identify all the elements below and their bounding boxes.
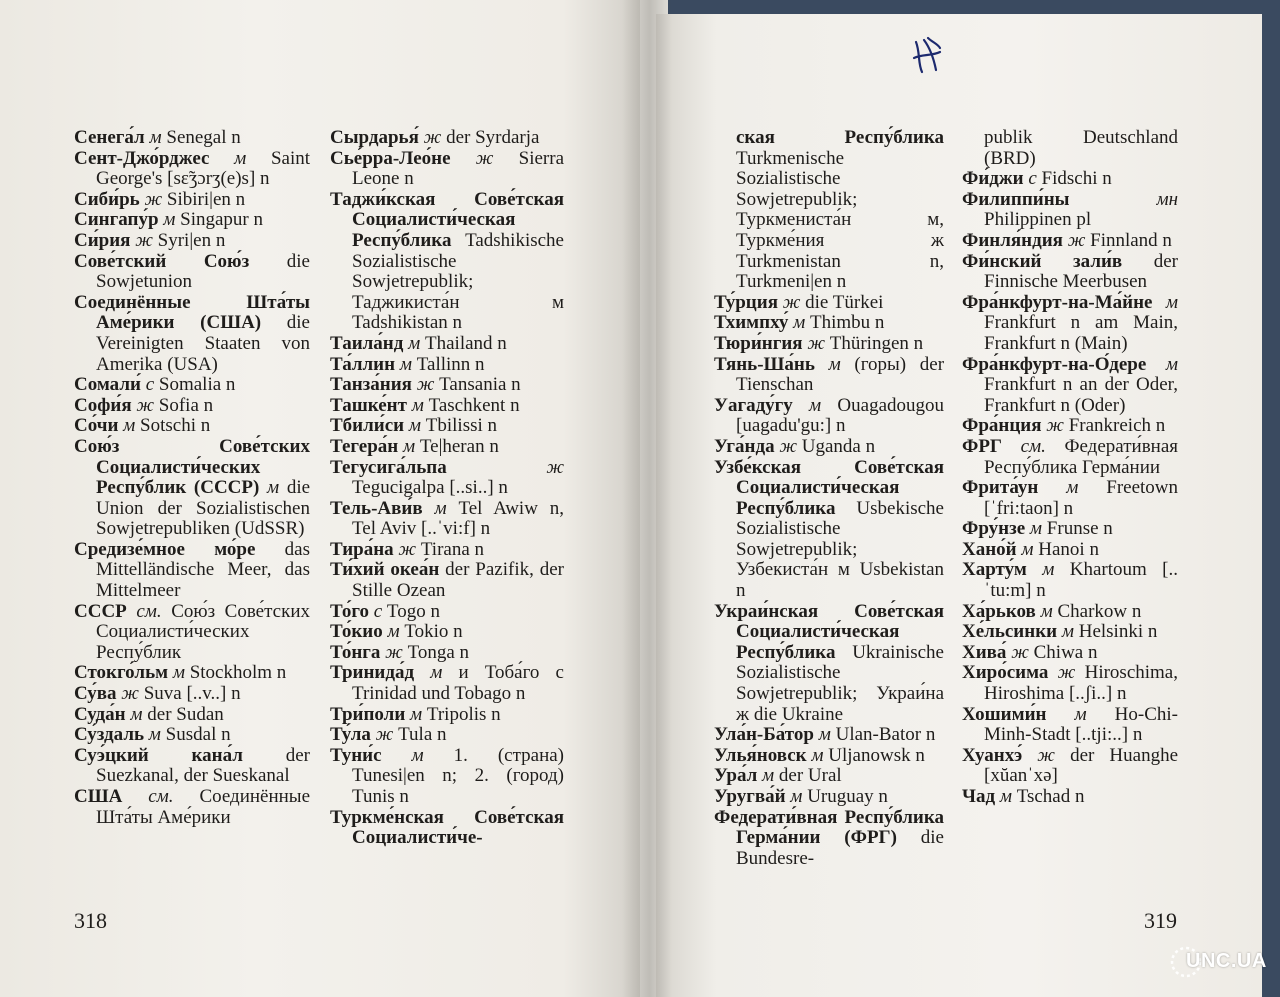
grammar-label: ж	[135, 229, 153, 251]
grammar-label: м	[818, 724, 831, 746]
grammar-label: м	[1021, 538, 1034, 560]
dictionary-entry	[962, 602, 1178, 623]
translation: Sierra Leone n	[352, 147, 565, 190]
headword: Хуанхэ́	[962, 744, 1023, 766]
headword: Сенега́л	[74, 127, 145, 148]
translation: Thüringen n	[829, 332, 924, 354]
translation: der Sudan	[147, 703, 224, 725]
grammar-label: м	[408, 332, 421, 354]
headword: Су́ва	[74, 683, 117, 705]
translation: die Union der Sozialistischen Sowjetrepubliken (UdSSR)	[96, 477, 311, 540]
translation: der Huanghe [xŭanˈxə]	[984, 744, 1179, 787]
grammar-label: м	[387, 621, 400, 643]
grammar-label: м	[793, 312, 806, 334]
grammar-label: м	[1074, 703, 1087, 725]
dictionary-entry	[74, 416, 310, 437]
headword: Хе́льсинки	[962, 621, 1058, 643]
grammar-label: м	[1040, 600, 1053, 622]
translation: Saint George's [sɛ̃ʒɔrʒ(e)s] n	[96, 147, 310, 190]
translation: Tirana n	[420, 538, 485, 560]
headword: Хошими́н	[962, 703, 1047, 725]
grammar-label: м	[163, 209, 176, 231]
dictionary-entry	[330, 334, 564, 355]
grammar-label: м	[399, 353, 412, 375]
grammar-label: ж	[144, 188, 163, 210]
headword: Фи́нский зали́в	[962, 250, 1123, 272]
dictionary-entry	[74, 540, 310, 602]
translation: publik Deutschland (BRD)	[984, 127, 1178, 169]
dictionary-entry	[962, 293, 1178, 355]
grammar-label: м	[1165, 291, 1178, 313]
headword: СССР	[74, 600, 127, 622]
grammar-label: см.	[1020, 435, 1046, 457]
translation: 1. (страна) Tunesi|en n; 2. (город) Tunis n	[352, 744, 565, 807]
grammar-label: м	[148, 724, 161, 746]
grammar-label: м	[123, 415, 136, 437]
translation: Hiroschima, Hiroshima [..ʃi..] n	[984, 662, 1178, 705]
grammar-label: ж	[375, 724, 394, 746]
translation: Ukrainische Sozialistische Sowjetrepublik; Украи́на ж die Ukraine	[736, 641, 944, 725]
dictionary-entry	[74, 149, 310, 190]
dictionary-entry	[962, 746, 1178, 787]
headword: Федерати́вная Респу́блика Герма́нии (ФРГ)	[714, 806, 944, 849]
dictionary-entry	[74, 396, 310, 417]
headword: Тхимпху́	[714, 312, 789, 334]
dictionary-entry	[962, 663, 1178, 704]
translation: die Türkei	[805, 291, 884, 313]
headword: Туни́с	[330, 744, 382, 766]
dictionary-entry	[714, 458, 944, 602]
headword: Фи́джи	[962, 168, 1024, 190]
translation: и Тоба́го с Trinidad und Tobago n	[352, 662, 564, 705]
translation: Frankfurt n an der Oder, Frankfurt n (Oder)	[984, 374, 1178, 416]
translation: Сою́з Сове́тских Социалисти́ческих Респу́блик	[96, 600, 310, 663]
dictionary-entry	[74, 663, 310, 684]
translation: Tripolis n	[426, 703, 501, 725]
headword: Со́чи	[74, 415, 119, 437]
grammar-label: ж	[423, 127, 442, 148]
grammar-label: м	[149, 127, 162, 148]
grammar-label: м	[434, 497, 447, 519]
headword: Уга́нда	[714, 435, 775, 457]
watermark-text: UNC.UA	[1186, 950, 1267, 972]
dictionary-entry	[962, 437, 1178, 478]
headword: Сою́з Сове́тских Социалисти́ческих Респу́блик (СССР)	[74, 435, 310, 499]
headword: Сове́тский Сою́з	[74, 250, 250, 272]
dictionary-entry	[962, 416, 1178, 437]
translation: Ho-Chi-Minh-Stadt [..tji:..] n	[984, 703, 1178, 746]
translation: Tschad n	[1016, 786, 1085, 807]
dictionary-entry	[330, 416, 564, 437]
headword: Фру́нзе	[962, 518, 1026, 540]
grammar-label: м	[790, 786, 803, 807]
grammar-label: ж	[782, 291, 801, 313]
grammar-label: м	[1165, 353, 1178, 375]
translation: Singapur n	[180, 209, 264, 231]
dictionary-entry	[330, 190, 564, 334]
headword: Три́поли	[330, 703, 406, 725]
translation: Chiwa n	[1033, 641, 1098, 663]
right-page-column-2	[962, 128, 1178, 808]
handwritten-ink-mark-icon	[910, 34, 944, 76]
dictionary-entry	[714, 437, 944, 458]
translation: Frankreich n	[1068, 415, 1166, 437]
grammar-label: м	[411, 394, 424, 416]
dictionary-entry	[714, 746, 944, 767]
grammar-label: м	[828, 353, 841, 375]
dictionary-entry	[962, 540, 1178, 561]
dictionary-entry	[330, 128, 564, 149]
translation: Sofia n	[158, 394, 214, 416]
grammar-label: ж	[1011, 641, 1029, 663]
translation: Sotschi n	[140, 415, 211, 437]
translation: Helsinki n	[1078, 621, 1158, 643]
dictionary-entry	[330, 725, 564, 746]
grammar-label: ж	[779, 435, 798, 457]
grammar-label: с	[1028, 168, 1037, 190]
dictionary-entry	[330, 622, 564, 643]
headword: Ту́ла	[330, 724, 371, 746]
dictionary-entry	[74, 725, 310, 746]
headword: ская Респу́блика	[736, 127, 944, 148]
translation: Susdal n	[165, 724, 231, 746]
headword: Уагаду́гу	[714, 394, 793, 416]
headword: То́го	[330, 600, 369, 622]
grammar-label: ж	[1046, 415, 1064, 437]
translation: Turkmenische Sozialistische Sowjetrepublik; Туркмениста́н м, Туркме́ния ж Turkmenistan n, Turkmeni|en n	[736, 147, 944, 293]
dictionary-entry	[74, 787, 310, 828]
dictionary-entry	[962, 128, 1178, 169]
dictionary-entry	[962, 622, 1178, 643]
headword: Хано́й	[962, 538, 1017, 560]
dictionary-entry	[962, 643, 1178, 664]
dictionary-entry	[714, 313, 944, 334]
headword: Сье́рра-Лео́не	[330, 147, 451, 169]
headword: Тель-Ави́в	[330, 497, 423, 519]
translation: Tonga n	[407, 641, 470, 663]
headword: Тюри́нгия	[714, 332, 803, 354]
translation: Khartoum [..ˈtu:m] n	[984, 559, 1178, 602]
grammar-label: ж	[807, 332, 825, 354]
headword: Сиби́рь	[74, 188, 140, 210]
right-page-column-1	[714, 128, 944, 869]
translation: Charkow n	[1057, 600, 1142, 622]
headword: Узбе́кская Сове́тская Социалисти́ческая Респу́блика	[714, 456, 944, 519]
grammar-label: м	[1029, 518, 1043, 540]
dictionary-entry	[330, 560, 564, 601]
headword: Ташке́нт	[330, 394, 407, 416]
grammar-label: с	[145, 374, 155, 396]
headword: Соединённые Шта́ты Аме́рики (США)	[74, 291, 310, 334]
dictionary-entry	[74, 705, 310, 726]
headword: США	[74, 786, 123, 807]
dictionary-entry	[330, 375, 564, 396]
dictionary-entry	[74, 293, 310, 375]
headword: Ха́рьков	[962, 600, 1036, 622]
left-page-column-2	[330, 128, 564, 849]
dictionary-entry	[330, 499, 564, 540]
dictionary-entry	[962, 705, 1178, 746]
translation: Tel Awiw n, Tel Aviv [..ˈvi:f] n	[352, 497, 565, 540]
dictionary-entry	[714, 334, 944, 355]
headword: ФРГ	[962, 435, 1003, 457]
grammar-label: ж	[475, 147, 494, 169]
grammar-label: м	[809, 394, 822, 416]
translation: Frankfurt n am Main, Frankfurt n (Main)	[984, 312, 1178, 354]
grammar-label: ж	[1057, 662, 1076, 684]
translation: Ulan-Bator n	[835, 724, 936, 746]
headword: Финля́ндия	[962, 229, 1063, 251]
headword: Украи́нская Сове́тская Социалисти́ческая Респу́блика	[714, 600, 944, 663]
headword: Ура́л	[714, 765, 758, 787]
headword: Фрита́ун	[962, 477, 1039, 499]
dictionary-entry	[330, 746, 564, 808]
translation: Tbilissi n	[425, 415, 498, 437]
dictionary-entry	[330, 808, 564, 849]
translation: der Ural	[778, 765, 842, 787]
headword: Тринида́д	[330, 662, 415, 684]
dictionary-entry	[74, 684, 310, 705]
headword: Тянь-Ша́нь	[714, 353, 815, 375]
dictionary-entry	[714, 396, 944, 437]
translation: Ouagadougou [uagadu'gu:] n	[736, 394, 945, 437]
dictionary-entry	[714, 787, 944, 808]
grammar-label: ж	[398, 538, 417, 560]
grammar-label: м	[1061, 621, 1074, 643]
dictionary-entry	[962, 787, 1178, 808]
grammar-label: м	[408, 415, 421, 437]
translation: Hanoi n	[1038, 538, 1099, 560]
dictionary-entry	[74, 252, 310, 293]
grammar-label: м	[411, 744, 424, 766]
headword: Тира́на	[330, 538, 394, 560]
headword: Таила́нд	[330, 332, 404, 354]
translation: Te|heran n	[419, 435, 499, 457]
dictionary-entry	[714, 293, 944, 314]
translation: Tokio n	[404, 621, 463, 643]
headword: То́нга	[330, 641, 381, 663]
translation: Thimbu n	[809, 312, 885, 334]
grammar-label: м	[1042, 559, 1055, 581]
dictionary-entry	[74, 190, 310, 211]
grammar-label: м	[410, 703, 423, 725]
dictionary-entry	[330, 458, 564, 499]
dictionary-entry	[714, 128, 944, 293]
translation: Tegucigalpa [..si..] n	[352, 477, 508, 499]
dictionary-entry	[962, 560, 1178, 601]
grammar-label: ж	[416, 374, 435, 396]
translation: der Finnische Meerbusen	[984, 250, 1178, 293]
headword: Хиро́сима	[962, 662, 1049, 684]
grammar-label: см.	[136, 600, 162, 622]
dictionary-entry	[74, 437, 310, 540]
translation: die Bundesre-	[736, 827, 944, 869]
dictionary-entry	[74, 128, 310, 149]
headword: Суда́н	[74, 703, 126, 725]
grammar-label: м	[172, 662, 185, 684]
grammar-label: м	[402, 435, 416, 457]
dictionary-entry	[330, 602, 564, 623]
dictionary-entry	[330, 643, 564, 664]
headword: Филиппи́ны	[962, 188, 1070, 210]
grammar-label: с	[373, 600, 383, 622]
dictionary-entry	[330, 705, 564, 726]
translation: Taschkent n	[428, 394, 520, 416]
dictionary-entry	[330, 437, 564, 458]
grammar-label: см.	[148, 786, 174, 807]
headword: Сингапу́р	[74, 209, 159, 231]
dictionary-entry	[714, 725, 944, 746]
dictionary-entry	[962, 231, 1178, 252]
page-number-left: 318	[74, 908, 107, 933]
headword: Чад	[962, 786, 996, 807]
grammar-label: ж	[546, 456, 564, 478]
translation: das Mittelländische Meer, das Mittelmeer	[96, 538, 310, 602]
grammar-label: м	[762, 765, 775, 787]
grammar-label: м	[130, 703, 143, 725]
grammar-label: м	[811, 744, 824, 766]
translation: Togo n	[386, 600, 440, 622]
grammar-label: м	[430, 662, 443, 684]
headword: Улья́новск	[714, 744, 807, 766]
translation: Соединённые Шта́ты Аме́рики	[96, 786, 310, 828]
grammar-label: ж	[121, 683, 139, 705]
headword: Та́ллин	[330, 353, 396, 375]
translation: Thailand n	[425, 332, 507, 354]
grammar-label: м	[999, 786, 1012, 807]
translation: die Sowjetunion	[96, 250, 310, 293]
headword: Тегера́н	[330, 435, 399, 457]
grammar-label: ж	[385, 641, 403, 663]
headword: Тегусига́льпа	[330, 456, 447, 478]
translation: Suva [..v..] n	[143, 683, 241, 705]
translation: Somalia n	[158, 374, 236, 396]
dictionary-entry	[74, 602, 310, 664]
headword: Фра́нкфурт-на-Ма́йне	[962, 291, 1153, 313]
translation: Tadshikische Sozialistische Sowjetrepublik; Таджикиста́н м Tadshikistan n	[352, 229, 564, 334]
dictionary-entry	[962, 478, 1178, 519]
grammar-label: ж	[1067, 229, 1086, 251]
headword: Средизе́мное мо́ре	[74, 538, 256, 560]
dictionary-entry	[330, 540, 564, 561]
translation: Tallinn n	[416, 353, 485, 375]
grammar-label: м	[234, 147, 247, 169]
left-page-column-1	[74, 128, 310, 828]
grammar-label: ж	[136, 394, 155, 416]
headword: Туркме́нская Сове́тская Социалисти́че-	[330, 806, 564, 849]
headword: Фра́нция	[962, 415, 1042, 437]
translation: Tula n	[398, 724, 447, 746]
dictionary-entry	[962, 190, 1178, 231]
headword: Стокго́льм	[74, 662, 169, 684]
translation: Syri|en n	[157, 229, 226, 251]
grammar-label: мн	[1156, 188, 1178, 210]
translation: der Syrdarja	[446, 127, 540, 148]
headword: Сомали́	[74, 374, 141, 396]
dictionary-entry	[74, 231, 310, 252]
dictionary-entry	[330, 396, 564, 417]
headword: Су́здаль	[74, 724, 145, 746]
grammar-label: ж	[1037, 744, 1055, 766]
dictionary-entry	[330, 149, 564, 190]
dictionary-entry	[74, 746, 310, 787]
translation: der Suezkanal, der Sueskanal	[96, 744, 311, 787]
translation: Philippinen pl	[984, 209, 1092, 231]
translation: Stockholm n	[189, 662, 287, 684]
translation: Uruguay n	[807, 786, 888, 807]
dictionary-entry	[330, 663, 564, 704]
translation: Fidschi n	[1041, 168, 1112, 190]
dictionary-entry	[74, 375, 310, 396]
headword: Танза́ния	[330, 374, 412, 396]
headword: Ту́рция	[714, 291, 778, 313]
translation: Usbekische Sozialistische Sowjetrepublik; Узбекиста́н м Usbekistan n	[736, 497, 944, 602]
dictionary-entry	[962, 355, 1178, 417]
headword: Харту́м	[962, 559, 1027, 581]
headword: То́кио	[330, 621, 383, 643]
headword: Фра́нкфурт-на-О́дере	[962, 353, 1147, 375]
translation: Федерати́вная Респу́блика Герма́нии	[984, 435, 1179, 478]
translation: Tansania n	[439, 374, 521, 396]
headword: Ула́н-Ба́тор	[714, 724, 814, 746]
dictionary-entry	[714, 355, 944, 396]
translation: Senegal n	[166, 127, 241, 148]
dictionary-entry	[714, 766, 944, 787]
dictionary-entry	[714, 602, 944, 726]
headword: Сырдарья́	[330, 127, 419, 148]
translation: (горы) der Tienschan	[736, 353, 945, 396]
headword: Ти́хий океа́н	[330, 559, 440, 581]
headword: Уругва́й	[714, 786, 786, 807]
headword: Си́рия	[74, 229, 131, 251]
translation: Finnland n	[1090, 229, 1172, 251]
headword: Суэ́цкий кана́л	[74, 744, 243, 766]
page-number-right: 319	[1144, 908, 1177, 933]
translation: Frunse n	[1046, 518, 1113, 540]
dictionary-entry	[714, 808, 944, 870]
translation: Uljanowsk n	[828, 744, 925, 766]
headword: Таджи́кская Сове́тская Социалисти́ческая Респу́блика	[330, 188, 564, 251]
headword: Тбили́си	[330, 415, 405, 437]
translation: der Pazifik, der Stille Ozean	[352, 559, 564, 602]
dictionary-entry	[74, 210, 310, 231]
dictionary-entry	[962, 519, 1178, 540]
translation: die Vereinigten Staaten von Amerika (USA)	[96, 312, 310, 375]
translation: Uganda n	[801, 435, 876, 457]
translation: Sibiri|en n	[166, 188, 246, 210]
headword: Софи́я	[74, 394, 132, 416]
grammar-label: м	[267, 477, 280, 499]
dictionary-entry	[962, 252, 1178, 293]
translation: Freetown [ˈfri:taon] n	[984, 477, 1179, 519]
headword: Сент-Джо́рджес	[74, 147, 210, 169]
dictionary-entry	[962, 169, 1178, 190]
dictionary-entry	[330, 355, 564, 376]
headword: Хива́	[962, 641, 1007, 663]
grammar-label: м	[1066, 477, 1079, 499]
